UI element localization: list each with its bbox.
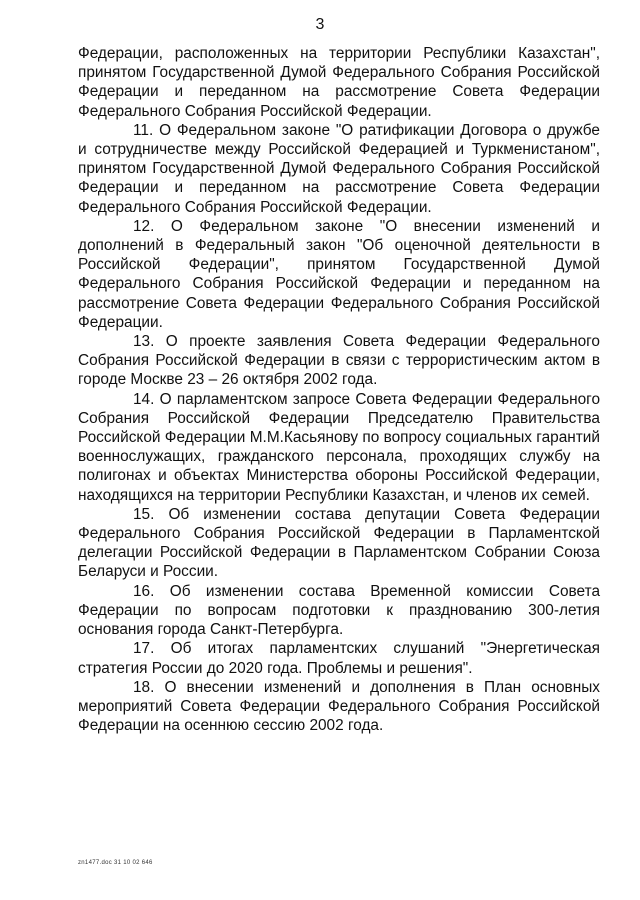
continuation-paragraph: Федерации, расположенных на территории Республики Казахстан", принятом Государственной Думой Федерального Собрания Российской Федерации и переданном на рассмотрение Совета Федерации Федерального Собрания Российской Федерации. (78, 45, 600, 120)
page-number: 3 (315, 16, 325, 33)
agenda-item-15: 15. Об изменении состава депутации Совета Федерации Федерального Собрания Российской Федерации в Парламентской делегации Российской Федерации в Парламентском Собрании Союза Беларуси и России. (78, 505, 600, 581)
agenda-item-17: 17. Об итогах парламентских слушаний "Энергетическая стратегия России до 2020 года. Проблемы и решения". (78, 640, 600, 677)
agenda-item-12: 12. О Федеральном законе "О внесении изменений и дополнений в Федеральный закон "Об оценочной деятельности в Российской Федерации", принятом Государственной Думой Федерального Собрания Российской Федерации и переданном на рассмотрение Совета Федерации Федерального Собрания Российской Федерации. (78, 217, 600, 331)
footer-document-code: zn1477.doc 31 10 02 646 (78, 860, 153, 866)
agenda-item-13: 13. О проекте заявления Совета Федерации Федерального Собрания Российской Федерации в связи с террористическим актом в городе Москве 23 – 26 октября 2002 года. (78, 333, 600, 389)
agenda-item-11: 11. О Федеральном законе "О ратификации Договора о дружбе и сотрудничестве между Российской Федерацией и Туркменистаном", принятом Государственной Думой Федерального Собрания Российской Федерации и переданном на рассмотрение Совета Федерации Федерального Собрания Российской Федерации. (78, 121, 600, 216)
agenda-item-16: 16. Об изменении состава Временной комиссии Совета Федерации по вопросам подготовки к празднованию 300-летия основания города Санкт-Петербурга. (78, 582, 600, 639)
agenda-item-18: 18. О внесении изменений и дополнения в План основных мероприятий Совета Федерации Федерального Собрания Российской Федерации на осеннюю сессию 2002 года. (78, 678, 600, 735)
agenda-item-14: 14. О парламентском запросе Совета Федерации Федерального Собрания Российской Федерации Председателю Правительства Российской Федерации М.М.Касьянову по вопросу социальных гарантий военнослужащих, гражданского персонала, проходящих службу на полигонах и объектах Министерства обороны Российской Федерации, находящихся на территории Республики Казахстан, и членов их семей. (78, 390, 600, 504)
document-body (78, 44, 600, 735)
